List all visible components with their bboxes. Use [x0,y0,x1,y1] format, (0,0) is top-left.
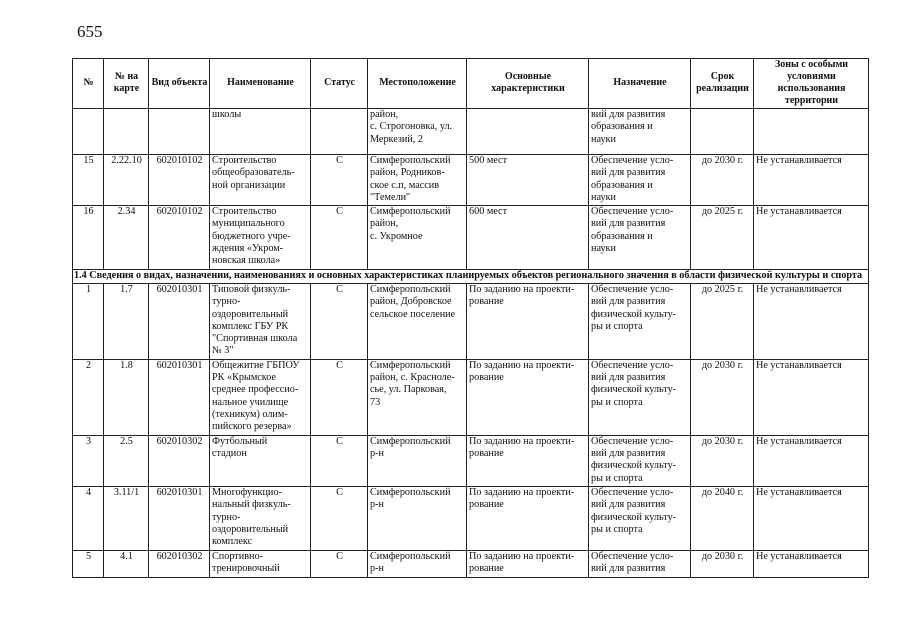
cell-zones: Не устанавливается [754,486,869,550]
table-row [73,283,869,359]
cell-row-number: 15 [73,155,104,206]
col-header-map-number: № на карте [104,59,149,109]
table-row [73,109,869,155]
cell-row-number: 3 [73,435,104,486]
cell-object-name: Строительство муниципального бюджетного учре- ждения «Укром- новская школа» [210,206,311,269]
table-row [73,155,869,206]
cell-purpose: Обеспечение усло- вий для развития физической культу- ры и спорта [589,486,691,550]
cell-status [311,109,368,155]
cell-characteristics [467,109,589,155]
col-header-purpose: Назначение [589,59,691,109]
col-header-characteristics: Основные характеристики [467,59,589,109]
cell-object-type: 602010102 [149,206,210,269]
cell-row-number [73,109,104,155]
col-header-zones: Зоны с особыми условиями использования территории [754,59,869,109]
cell-object-type: 602010301 [149,283,210,359]
cell-object-name: Общежитие ГБПОУ РК «Крымское среднее профессио- нальное училище (техникум) олим- пийского резерва» [210,359,311,435]
cell-map-number: 1.8 [104,359,149,435]
cell-characteristics: По заданию на проекти- рование [467,435,589,486]
cell-zones: Не устанавливается [754,155,869,206]
section-title: 1.4 Сведения о видах, назначении, наименованиях и основных характеристиках планируемых объектов регионального значения в области физической культуры и спорта [73,269,869,283]
section-row [73,269,869,283]
col-header-location: Местоположение [368,59,467,109]
cell-object-type: 602010302 [149,435,210,486]
cell-row-number: 2 [73,359,104,435]
col-header-object-type: Вид объекта [149,59,210,109]
cell-zones [754,109,869,155]
cell-purpose: Обеспечение усло- вий для развития физической культу- ры и спорта [589,435,691,486]
cell-location: Симферопольский р-н [368,435,467,486]
cell-status: С [311,550,368,577]
cell-row-number: 16 [73,206,104,269]
cell-object-type: 602010301 [149,486,210,550]
table-row [73,359,869,435]
cell-characteristics: По заданию на проекти- рование [467,486,589,550]
cell-status: С [311,359,368,435]
page-number: 655 [77,22,103,41]
cell-zones: Не устанавливается [754,283,869,359]
cell-purpose: вий для развития образования и науки [589,109,691,155]
col-header-number: № [73,59,104,109]
cell-row-number: 1 [73,283,104,359]
cell-row-number: 5 [73,550,104,577]
col-header-term: Срок реализации [691,59,754,109]
cell-purpose: Обеспечение усло- вий для развития образования и науки [589,155,691,206]
table-row [73,486,869,550]
table-row [73,435,869,486]
cell-object-type: 602010301 [149,359,210,435]
cell-map-number [104,109,149,155]
cell-map-number: 4.1 [104,550,149,577]
cell-location: Симферопольский район, Добровское сельское поселение [368,283,467,359]
cell-object-name: школы [210,109,311,155]
cell-purpose: Обеспечение усло- вий для развития образования и науки [589,206,691,269]
table-header-row [73,59,869,109]
cell-term: до 2025 г. [691,283,754,359]
cell-location: Симферопольский р-н [368,550,467,577]
cell-term: до 2030 г. [691,435,754,486]
cell-characteristics: 600 мест [467,206,589,269]
cell-object-type: 602010302 [149,550,210,577]
cell-object-name: Многофункцио- нальный физкуль- турно- оздоровительный комплекс [210,486,311,550]
cell-characteristics: 500 мест [467,155,589,206]
cell-characteristics: По заданию на проекти- рование [467,359,589,435]
col-header-status: Статус [311,59,368,109]
cell-location: район, с. Строгоновка, ул. Меркезий, 2 [368,109,467,155]
cell-location: Симферопольский р-н [368,486,467,550]
objects-table [72,58,869,578]
cell-term: до 2030 г. [691,155,754,206]
cell-object-name: Строительство общеобразователь- ной организации [210,155,311,206]
cell-term: до 2030 г. [691,359,754,435]
cell-purpose: Обеспечение усло- вий для развития физической культу- ры и спорта [589,283,691,359]
cell-object-type [149,109,210,155]
cell-term [691,109,754,155]
cell-object-name: Футбольный стадион [210,435,311,486]
cell-status: С [311,486,368,550]
cell-map-number: 3.11/1 [104,486,149,550]
cell-location: Симферопольский район, Родников- ское с.п, массив "Темели" [368,155,467,206]
cell-zones: Не устанавливается [754,206,869,269]
cell-map-number: 2.5 [104,435,149,486]
cell-map-number: 2.22.10 [104,155,149,206]
cell-status: С [311,206,368,269]
cell-term: до 2040 г. [691,486,754,550]
cell-zones: Не устанавливается [754,359,869,435]
cell-object-type: 602010102 [149,155,210,206]
cell-map-number: 1.7 [104,283,149,359]
cell-object-name: Спортивно- тренировочный [210,550,311,577]
cell-location: Симферопольский район, с. Укромное [368,206,467,269]
cell-location: Симферопольский район, с. Красноле- сье, ул. Парковая, 73 [368,359,467,435]
table-row [73,206,869,269]
cell-status: С [311,155,368,206]
cell-object-name: Типовой физкуль- турно- оздоровительный комплекс ГБУ РК "Спортивная школа № 3" [210,283,311,359]
table-row [73,550,869,577]
cell-term: до 2030 г. [691,550,754,577]
cell-zones: Не устанавливается [754,550,869,577]
cell-status: С [311,435,368,486]
col-header-name: Наименование [210,59,311,109]
cell-term: до 2025 г. [691,206,754,269]
cell-purpose: Обеспечение усло- вий для развития физической культу- ры и спорта [589,359,691,435]
cell-row-number: 4 [73,486,104,550]
cell-map-number: 2.34 [104,206,149,269]
cell-zones: Не устанавливается [754,435,869,486]
cell-purpose: Обеспечение усло- вий для развития [589,550,691,577]
cell-status: С [311,283,368,359]
cell-characteristics: По заданию на проекти- рование [467,550,589,577]
cell-characteristics: По заданию на проекти- рование [467,283,589,359]
